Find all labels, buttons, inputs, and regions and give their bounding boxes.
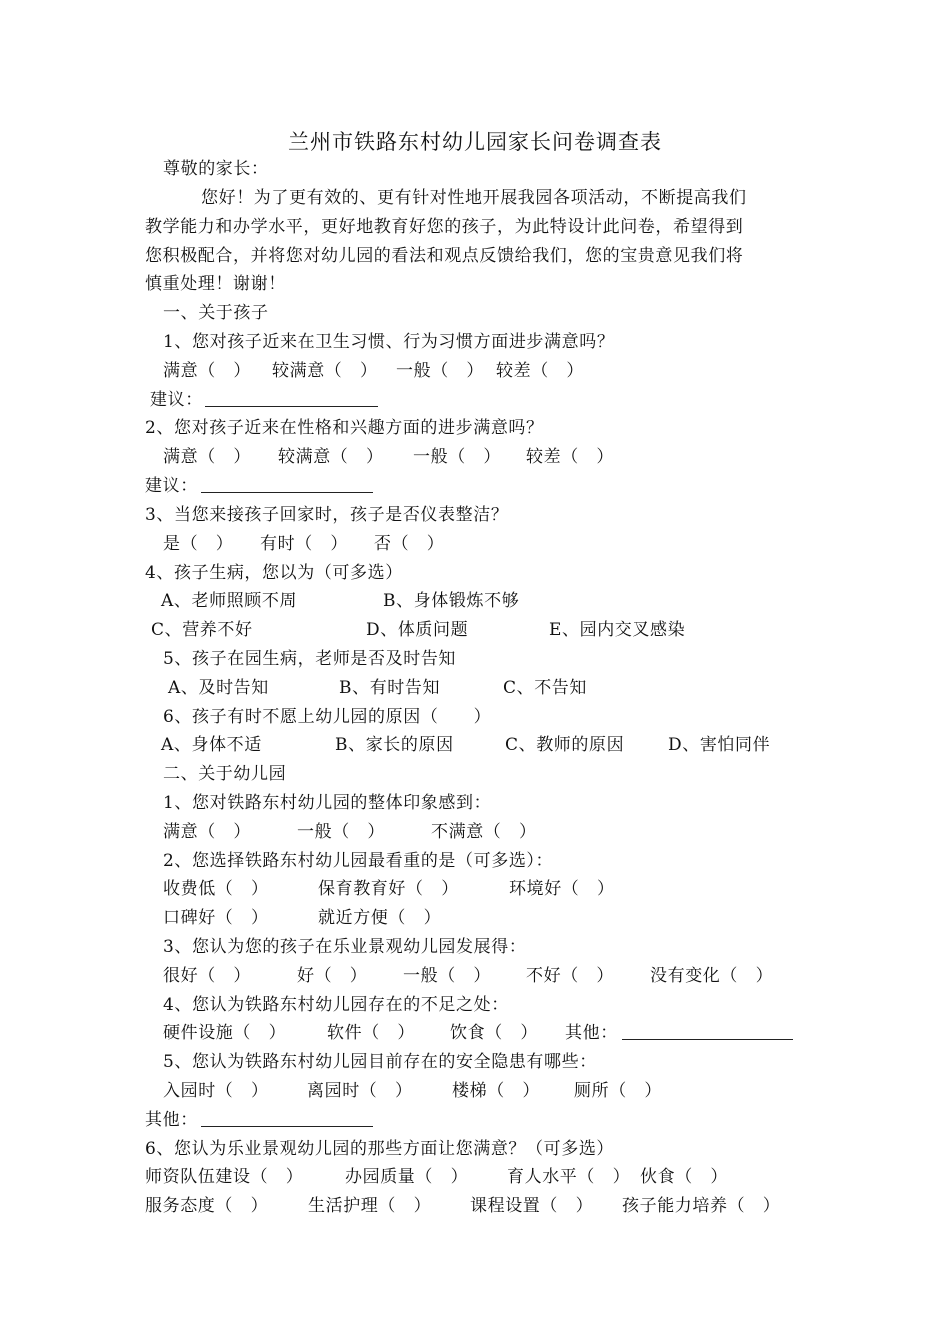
question-2-2: 2、您选择铁路东村幼儿园最看重的是（可多选）： bbox=[163, 851, 554, 871]
option[interactable]: 软件（ ） bbox=[327, 1023, 415, 1043]
suggest-blank[interactable] bbox=[205, 406, 378, 407]
option[interactable]: 伙食（ ） bbox=[640, 1167, 728, 1187]
option[interactable]: 较差（ ） bbox=[496, 361, 584, 381]
option[interactable]: 保育教育好（ ） bbox=[318, 879, 459, 899]
option[interactable]: 饮食（ ） bbox=[450, 1023, 538, 1043]
option[interactable]: 育人水平（ ） bbox=[507, 1167, 631, 1187]
option[interactable]: E、园内交叉感染 bbox=[549, 620, 686, 640]
option[interactable]: 没有变化（ ） bbox=[650, 966, 774, 986]
option[interactable]: 师资队伍建设（ ） bbox=[145, 1167, 304, 1187]
option[interactable]: 好（ ） bbox=[297, 966, 368, 986]
other-label: 其他： bbox=[565, 1023, 618, 1043]
option[interactable]: 硬件设施（ ） bbox=[163, 1023, 287, 1043]
other-blank[interactable] bbox=[622, 1039, 793, 1040]
intro-line-1: 您好！为了更有效的、更有针对性地开展我园各项活动，不断提高我们 bbox=[201, 188, 747, 208]
option[interactable]: B、有时告知 bbox=[339, 678, 441, 698]
section-heading-children: 一、关于孩子 bbox=[163, 303, 269, 323]
option[interactable]: 楼梯（ ） bbox=[452, 1081, 540, 1101]
question-1-2: 2、您对孩子近来在性格和兴趣方面的进步满意吗？ bbox=[145, 418, 544, 438]
option[interactable]: 不好（ ） bbox=[526, 966, 614, 986]
option[interactable]: 较差（ ） bbox=[526, 447, 614, 467]
option[interactable]: C、营养不好 bbox=[151, 620, 253, 640]
suggest-label: 建议： bbox=[145, 476, 198, 496]
section-heading-kindergarten: 二、关于幼儿园 bbox=[163, 764, 287, 784]
option[interactable]: A、老师照顾不周 bbox=[161, 591, 298, 611]
other-blank[interactable] bbox=[201, 1126, 373, 1127]
page-title: 兰州市铁路东村幼儿园家长问卷调查表 bbox=[288, 130, 662, 154]
suggest-label: 建议： bbox=[150, 390, 203, 410]
option[interactable]: 一般（ ） bbox=[403, 966, 491, 986]
option[interactable]: 就近方便（ ） bbox=[318, 908, 442, 928]
option[interactable]: B、身体锻炼不够 bbox=[383, 591, 520, 611]
option[interactable]: 较满意（ ） bbox=[278, 447, 384, 467]
intro-line-3: 您积极配合，并将您对幼儿园的看法和观点反馈给我们，您的宝贵意见我们将 bbox=[145, 246, 744, 266]
option[interactable]: A、身体不适 bbox=[161, 735, 262, 755]
greeting: 尊敬的家长： bbox=[163, 159, 269, 179]
option[interactable]: 环境好（ ） bbox=[509, 879, 615, 899]
option[interactable]: 很好（ ） bbox=[163, 966, 251, 986]
option[interactable]: 有时（ ） bbox=[260, 534, 348, 554]
option[interactable]: 入园时（ ） bbox=[163, 1081, 269, 1101]
option[interactable]: 是（ ） bbox=[163, 534, 234, 554]
option[interactable]: 满意（ ） bbox=[163, 447, 251, 467]
other-label: 其他： bbox=[145, 1110, 198, 1130]
question-2-4: 4、您认为铁路东村幼儿园存在的不足之处： bbox=[163, 995, 509, 1015]
question-2-1: 1、您对铁路东村幼儿园的整体印象感到： bbox=[163, 793, 492, 813]
option[interactable]: 办园质量（ ） bbox=[345, 1167, 469, 1187]
option[interactable]: 一般（ ） bbox=[297, 822, 385, 842]
option[interactable]: 一般（ ） bbox=[396, 361, 484, 381]
option[interactable]: B、家长的原因 bbox=[335, 735, 454, 755]
question-2-3: 3、您认为您的孩子在乐业景观幼儿园发展得： bbox=[163, 937, 527, 957]
intro-line-4: 慎重处理！谢谢！ bbox=[145, 274, 286, 294]
question-1-4: 4、孩子生病，您以为（可多选） bbox=[145, 563, 403, 583]
question-1-1: 1、您对孩子近来在卫生习惯、行为习惯方面进步满意吗？ bbox=[163, 332, 615, 352]
option[interactable]: C、教师的原因 bbox=[505, 735, 625, 755]
option[interactable]: A、及时告知 bbox=[168, 678, 269, 698]
option[interactable]: 满意（ ） bbox=[163, 822, 251, 842]
option[interactable]: 孩子能力培养（ ） bbox=[622, 1196, 781, 1216]
question-1-5: 5、孩子在园生病，老师是否及时告知 bbox=[163, 649, 457, 669]
option[interactable]: 不满意（ ） bbox=[431, 822, 537, 842]
question-1-3: 3、当您来接孩子回家时，孩子是否仪表整洁？ bbox=[145, 505, 509, 525]
option[interactable]: 离园时（ ） bbox=[307, 1081, 413, 1101]
option[interactable]: D、体质问题 bbox=[366, 620, 469, 640]
question-1-6: 6、孩子有时不愿上幼儿园的原因（ ） bbox=[163, 707, 492, 727]
suggest-blank[interactable] bbox=[201, 492, 373, 493]
option[interactable]: 满意（ ） bbox=[163, 361, 251, 381]
question-2-5: 5、您认为铁路东村幼儿园目前存在的安全隐患有哪些： bbox=[163, 1052, 597, 1072]
intro-line-2: 教学能力和办学水平，更好地教育好您的孩子，为此特设计此问卷，希望得到 bbox=[145, 217, 744, 237]
option[interactable]: 一般（ ） bbox=[413, 447, 501, 467]
option[interactable]: 口碑好（ ） bbox=[163, 908, 269, 928]
option[interactable]: D、害怕同伴 bbox=[668, 735, 771, 755]
option[interactable]: 服务态度（ ） bbox=[145, 1196, 269, 1216]
option[interactable]: 课程设置（ ） bbox=[470, 1196, 594, 1216]
option[interactable]: 生活护理（ ） bbox=[308, 1196, 432, 1216]
option[interactable]: 较满意（ ） bbox=[272, 361, 378, 381]
option[interactable]: 厕所（ ） bbox=[574, 1081, 662, 1101]
option[interactable]: 收费低（ ） bbox=[163, 879, 269, 899]
option[interactable]: 否（ ） bbox=[374, 534, 445, 554]
option[interactable]: C、不告知 bbox=[503, 678, 588, 698]
question-2-6: 6、您认为乐业景观幼儿园的那些方面让您满意？（可多选） bbox=[145, 1139, 615, 1159]
